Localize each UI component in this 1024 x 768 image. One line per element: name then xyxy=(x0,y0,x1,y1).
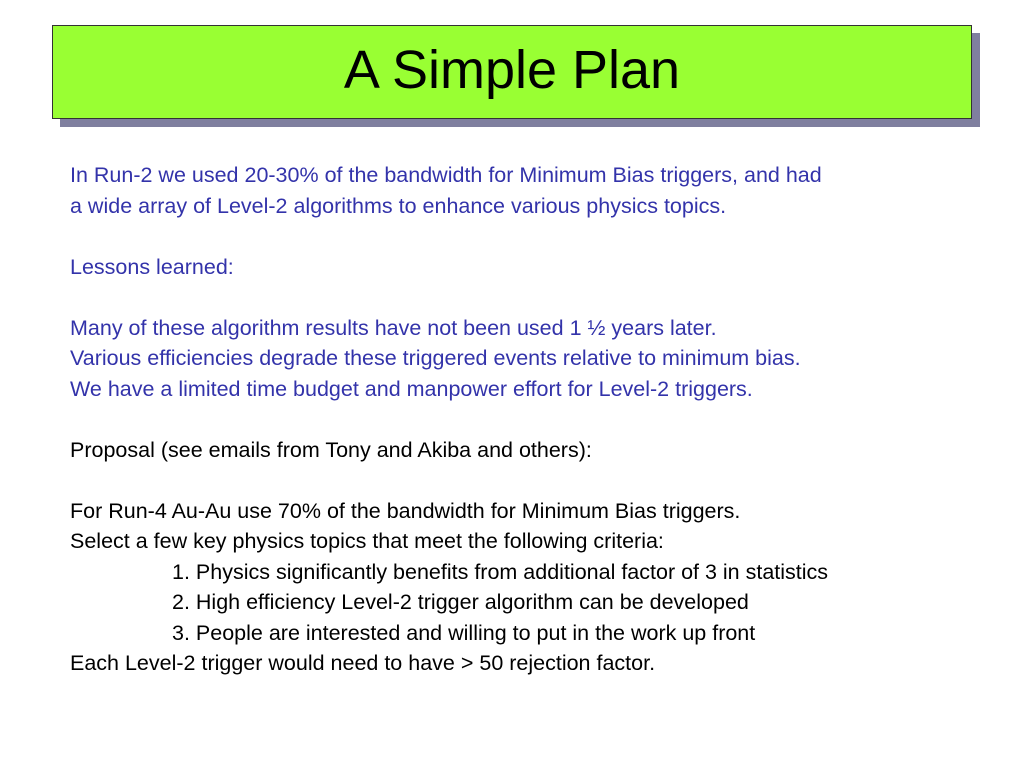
proposal-line-1: For Run-4 Au-Au use 70% of the bandwidth for Minimum Bias triggers. xyxy=(70,498,741,523)
intro-line-1: In Run-2 we used 20-30% of the bandwidth for Minimum Bias triggers, and had xyxy=(70,163,822,187)
lesson-item: Various efficiencies degrade these triggered events relative to minimum bias. xyxy=(70,346,801,370)
title-box xyxy=(52,25,972,119)
slide-body xyxy=(70,160,1010,679)
proposal-line-2: Select a few key physics topics that meet the following criteria: xyxy=(70,529,664,553)
proposal-heading: Proposal (see emails from Tony and Akiba and others): xyxy=(70,437,592,462)
spacer xyxy=(70,221,1010,252)
criteria-item: 1. Physics significantly benefits from additional factor of 3 in statistics xyxy=(172,559,829,584)
intro-line-2: a wide array of Level-2 algorithms to enhance various physics topics. xyxy=(70,193,727,218)
spacer xyxy=(70,404,1010,435)
spacer xyxy=(70,282,1010,313)
criteria-item: 3. People are interested and willing to put in the work up front xyxy=(172,620,756,645)
criteria-item: 2. High efficiency Level-2 trigger algorithm can be developed xyxy=(172,590,749,614)
spacer xyxy=(70,465,1010,496)
lesson-item: We have a limited time budget and manpower effort for Level-2 triggers. xyxy=(70,376,753,401)
lessons-heading: Lessons learned: xyxy=(70,254,234,279)
slide-title: A Simple Plan xyxy=(343,40,681,100)
lesson-item: Many of these algorithm results have not been used 1 ½ years later. xyxy=(70,315,717,340)
proposal-closing: Each Level-2 trigger would need to have > 50 rejection factor. xyxy=(70,651,656,675)
